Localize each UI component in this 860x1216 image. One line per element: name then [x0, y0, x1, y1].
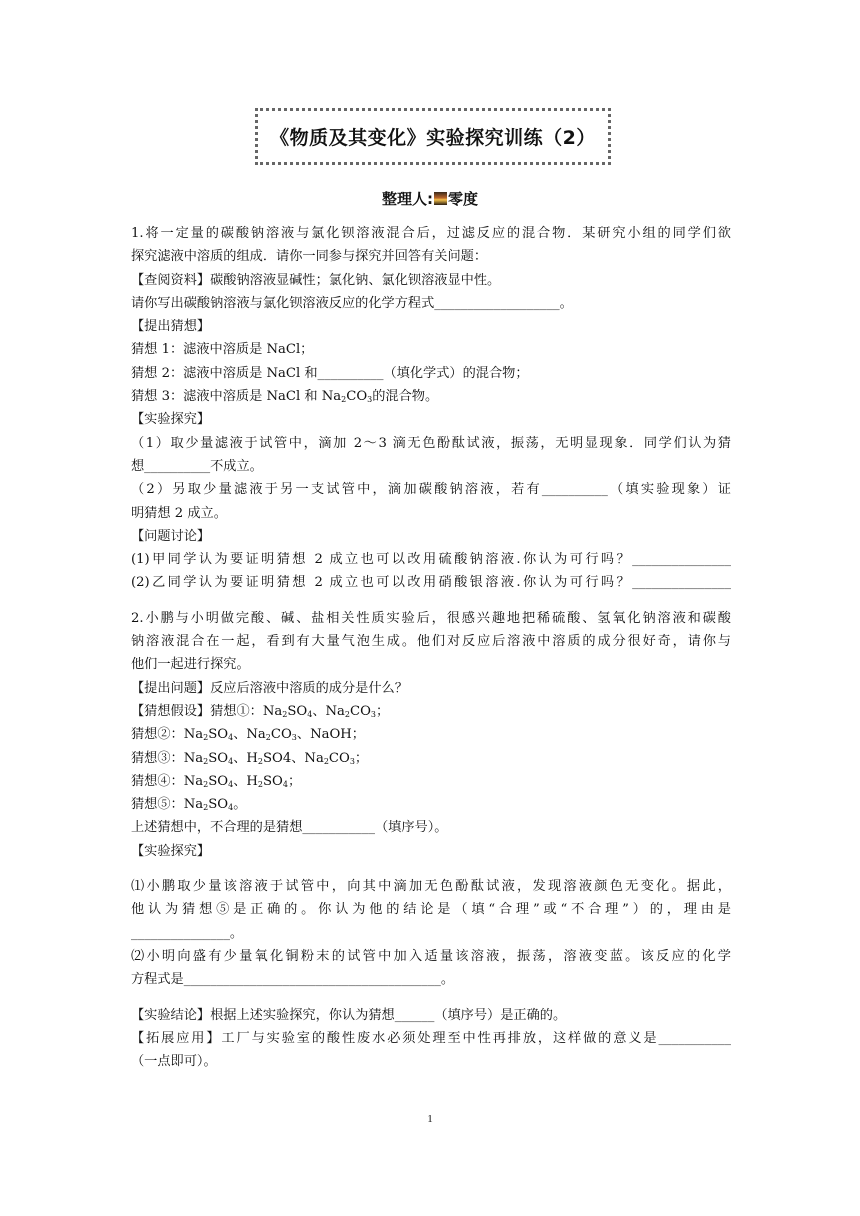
sunset-logo-icon	[434, 192, 447, 205]
text: SO	[208, 750, 229, 766]
q2-line: 【实验结论】根据上述实验探究，你认为猜想______（填序号）是正确的。	[131, 1007, 567, 1023]
text: 【猜想假设】猜想①：Na	[131, 703, 283, 719]
q1-line: 明猜想 2 成立。	[131, 505, 227, 521]
subscript: 3	[370, 709, 377, 719]
q1-heading: 【提出猜想】	[131, 319, 211, 335]
text: 、Na	[312, 703, 345, 719]
compiler-label: 整理人:	[381, 190, 433, 208]
q2-line: ⑵小明向盛有少量氧化铜粉末的试管中加入适量该溶液，振荡，溶液变蓝。该反应的化学	[131, 948, 731, 964]
text: 、Na	[233, 727, 266, 743]
q1-line: 探究滤液中溶质的组成．请你一同参与探究并回答有关问题：	[131, 249, 488, 265]
q1-heading: 【问题讨论】	[131, 528, 211, 544]
text: CO	[346, 389, 368, 405]
text: 、H	[233, 750, 258, 766]
q1-line: 猜想 1：滤液中溶质是 NaCl；	[131, 342, 314, 358]
subscript: 3	[367, 395, 373, 405]
subscript: 2	[203, 733, 209, 743]
text: 猜想⑤：Na	[131, 797, 204, 813]
q2-line: 方程式是_______________________________________。	[131, 972, 455, 988]
text: ；	[287, 773, 302, 789]
subscript: 2	[341, 395, 347, 405]
q2-line: （一点即可）。	[131, 1054, 217, 1070]
q1-line: （2）另取少量滤液于另一支试管中，滴加碳酸钠溶液，若有__________（填实验现象）证	[131, 482, 731, 498]
text: SO4、Na	[263, 750, 324, 766]
subscript: 4	[228, 803, 234, 813]
q2-line: ⑴小鹏取少量该溶液于试管中，向其中滴加无色酚酞试液，发现溶液颜色无变化。据此，	[131, 879, 731, 895]
q2-guess-3	[131, 747, 731, 770]
text: 的混合物。	[372, 389, 439, 405]
text: 猜想③：Na	[131, 750, 204, 766]
q1-line: (1)甲同学认为要证明猜想 2 成立也可以改用硫酸钠溶液.你认为可行吗？_______________	[131, 552, 731, 568]
q2-line: _______________。	[131, 925, 244, 941]
text: CO	[350, 703, 371, 719]
text: SO	[208, 727, 229, 743]
subscript: 2	[203, 756, 209, 766]
subscript: 4	[228, 756, 234, 766]
text: SO	[263, 773, 283, 789]
q1-line: 猜想 2：滤液中溶质是 NaCl 和__________（填化学式）的混合物；	[131, 365, 529, 381]
q2-line: 【提出问题】反应后溶液中溶质的成分是什么？	[131, 680, 408, 696]
compiler-name: 零度	[447, 190, 478, 208]
subscript: 4	[307, 709, 313, 719]
subscript: 4	[282, 779, 288, 789]
q1-heading: 【实验探究】	[131, 412, 211, 428]
q2-heading: 【实验探究】	[131, 843, 211, 859]
q2-guess-4	[131, 770, 731, 793]
subscript: 3	[291, 733, 297, 743]
q1-line: (2)乙同学认为要证明猜想 2 成立也可以改用硝酸银溶液.你认为可行吗？_______________	[131, 575, 731, 591]
spacer	[131, 863, 731, 875]
page-title: 《物质及其变化》实验探究训练（2）	[270, 127, 596, 149]
text: CO	[328, 750, 350, 766]
title-box	[255, 108, 611, 165]
q2-line: 钠溶液混合在一起，看到有大量气泡生成。他们对反应后溶液中溶质的成分很好奇，请你与	[131, 634, 731, 650]
q1-line	[131, 385, 731, 408]
q2-guess-1	[131, 700, 731, 723]
document-body	[131, 222, 731, 1073]
text: SO	[208, 797, 229, 813]
spacer	[131, 595, 731, 607]
q2-line: 他认为猜想⑤是正确的。你认为他的结论是（填“合理”或“不合理”）的，理由是	[131, 902, 731, 918]
q1-line: 1.将一定量的碳酸钠溶液与氯化钡溶液混合后，过滤反应的混合物．某研究小组的同学们欲	[131, 226, 731, 241]
q2-guess-5	[131, 793, 731, 816]
text: SO	[208, 773, 229, 789]
text: ；	[354, 750, 369, 766]
spacer	[131, 992, 731, 1004]
compiler-line	[0, 188, 860, 209]
q2-line: 他们一起进行探究。	[131, 657, 250, 673]
subscript: 2	[203, 779, 209, 789]
q2-line: 上述猜想中，不合理的是猜想___________（填序号）。	[131, 820, 448, 836]
text: 猜想 3：滤液中溶质是 NaCl 和 Na	[131, 389, 342, 405]
subscript: 2	[203, 803, 209, 813]
q1-line: 【查阅资料】碳酸钠溶液显碱性；氯化钠、氯化钡溶液显中性。	[131, 272, 501, 288]
text: SO	[287, 703, 308, 719]
q2-guess-2	[131, 723, 731, 746]
q2-line: 【拓展应用】工厂与实验室的酸性废水必须处理至中性再排放，这样做的意义是___________	[131, 1030, 731, 1046]
text: 、H	[233, 773, 258, 789]
subscript: 2	[257, 756, 263, 766]
q1-line: （1）取少量滤液于试管中，滴加 2～3 滴无色酚酞试液，振荡，无明显现象．同学们认为猜	[131, 435, 731, 451]
text: 、NaOH；	[296, 727, 365, 743]
subscript: 2	[323, 756, 329, 766]
q1-line: 想__________不成立。	[131, 458, 263, 474]
subscript: 4	[228, 779, 234, 789]
page-number: 1	[427, 1113, 433, 1125]
text: ；	[376, 703, 390, 719]
q1-line: 请你写出碳酸钠溶液与氯化钡溶液反应的化学方程式___________________。	[131, 295, 573, 311]
text: CO	[270, 727, 292, 743]
q2-line: 2.小鹏与小明做完酸、碱、盐相关性质实验后，很感兴趣地把稀硫酸、氢氧化钠溶液和碳酸	[131, 610, 731, 626]
subscript: 2	[344, 709, 351, 719]
subscript: 2	[265, 733, 271, 743]
text: 。	[233, 797, 247, 813]
text: 猜想④：Na	[131, 773, 204, 789]
subscript: 2	[257, 779, 263, 789]
subscript: 2	[282, 709, 288, 719]
text: 猜想②：Na	[131, 727, 204, 743]
subscript: 4	[228, 733, 234, 743]
subscript: 3	[349, 756, 355, 766]
